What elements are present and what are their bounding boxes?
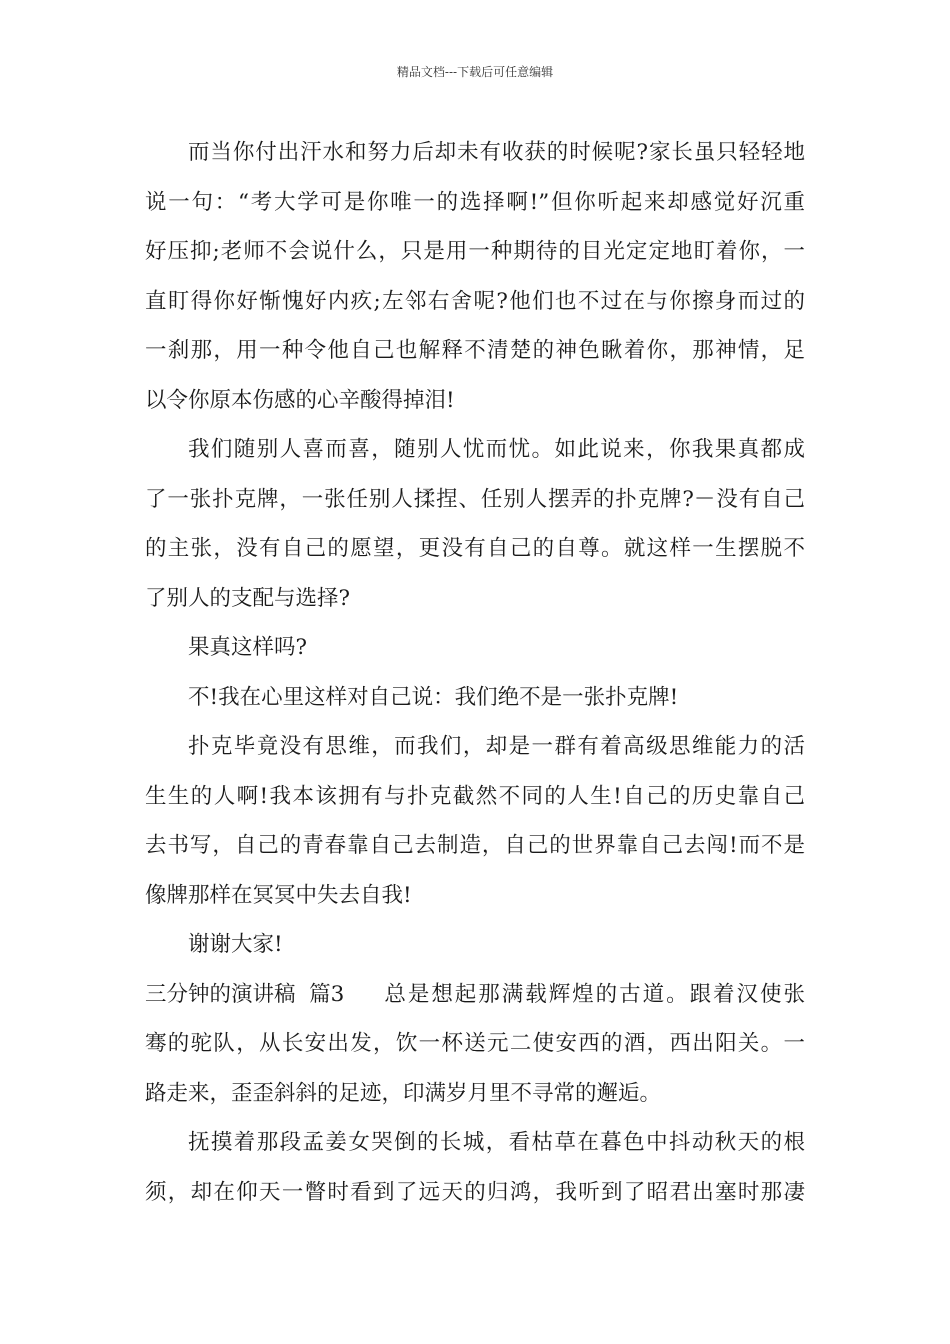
text-line: 说一句：“考大学可是你唯一的选择啊!”但你听起来却感觉好沉重 bbox=[145, 189, 805, 215]
text-line: 而当你付出汗水和努力后却未有收获的时候呢?家长虽只轻轻地 bbox=[188, 140, 805, 165]
paragraph bbox=[145, 425, 805, 623]
paragraph bbox=[145, 722, 805, 920]
text-line: 抚摸着那段孟姜女哭倒的长城，看枯草在暮色中抖动秋天的根 bbox=[188, 1130, 805, 1155]
text-line: 直盯得你好惭愧好内疚;左邻右舍呢?他们也不过在与你擦身而过的 bbox=[145, 288, 805, 314]
paragraph bbox=[145, 623, 805, 673]
paragraph bbox=[145, 673, 805, 723]
section-first-line bbox=[145, 970, 805, 1020]
section bbox=[145, 970, 805, 1119]
text-line: 以令你原本伤感的心辛酸得掉泪! bbox=[145, 387, 455, 413]
text-line: 了一张扑克牌，一张任别人揉捏、任别人摆弄的扑克牌?－没有自己 bbox=[145, 486, 805, 512]
section-heading: 三分钟的演讲稿 篇3 bbox=[145, 981, 345, 1007]
text-line: 像牌那样在冥冥中失去自我! bbox=[145, 882, 412, 908]
text-line: 一刹那，用一种令他自己也解释不清楚的神色瞅着你，那神情，足 bbox=[145, 338, 805, 363]
text-line: 去书写，自己的青春靠自己去制造，自己的世界靠自己去闯!而不是 bbox=[145, 833, 805, 858]
paragraph bbox=[145, 1118, 805, 1217]
document-body bbox=[145, 128, 805, 1217]
text-line: 我们随别人喜而喜，随别人忧而忧。如此说来，你我果真都成 bbox=[188, 437, 805, 462]
paragraph bbox=[145, 920, 805, 970]
text-line: 生生的人啊!我本该拥有与扑克截然不同的人生!自己的历史靠自己 bbox=[145, 783, 805, 809]
text-line: 果真这样吗? bbox=[188, 635, 308, 660]
text-line: 了别人的支配与选择? bbox=[145, 585, 351, 611]
text-line: 不!我在心里这样对自己说：我们绝不是一张扑克牌! bbox=[188, 684, 679, 710]
text-line: 好压抑;老师不会说什么，只是用一种期待的目光定定地盯着你，一 bbox=[145, 239, 805, 264]
text-line: 骞的驼队，从长安出发，饮一杯送元二使安西的酒，西出阳关。一 bbox=[145, 1031, 805, 1056]
text-line: 须，却在仰天一瞥时看到了远天的归鸿，我听到了昭君出塞时那凄 bbox=[145, 1179, 805, 1205]
closing-line: 谢谢大家! bbox=[188, 932, 283, 957]
text-line: 扑克毕竟没有思维，而我们，却是一群有着高级思维能力的活 bbox=[188, 734, 805, 759]
section-first-line-text: 总是想起那满载辉煌的古道。跟着汉使张 bbox=[384, 981, 805, 1007]
page-header: 精品文档---下载后可任意编辑 bbox=[396, 65, 554, 79]
text-line: 的主张，没有自己的愿望，更没有自己的自尊。就这样一生摆脱不 bbox=[145, 536, 805, 561]
text-line: 路走来，歪歪斜斜的足迹，印满岁月里不寻常的邂逅。 bbox=[145, 1080, 662, 1106]
paragraph bbox=[145, 128, 805, 425]
